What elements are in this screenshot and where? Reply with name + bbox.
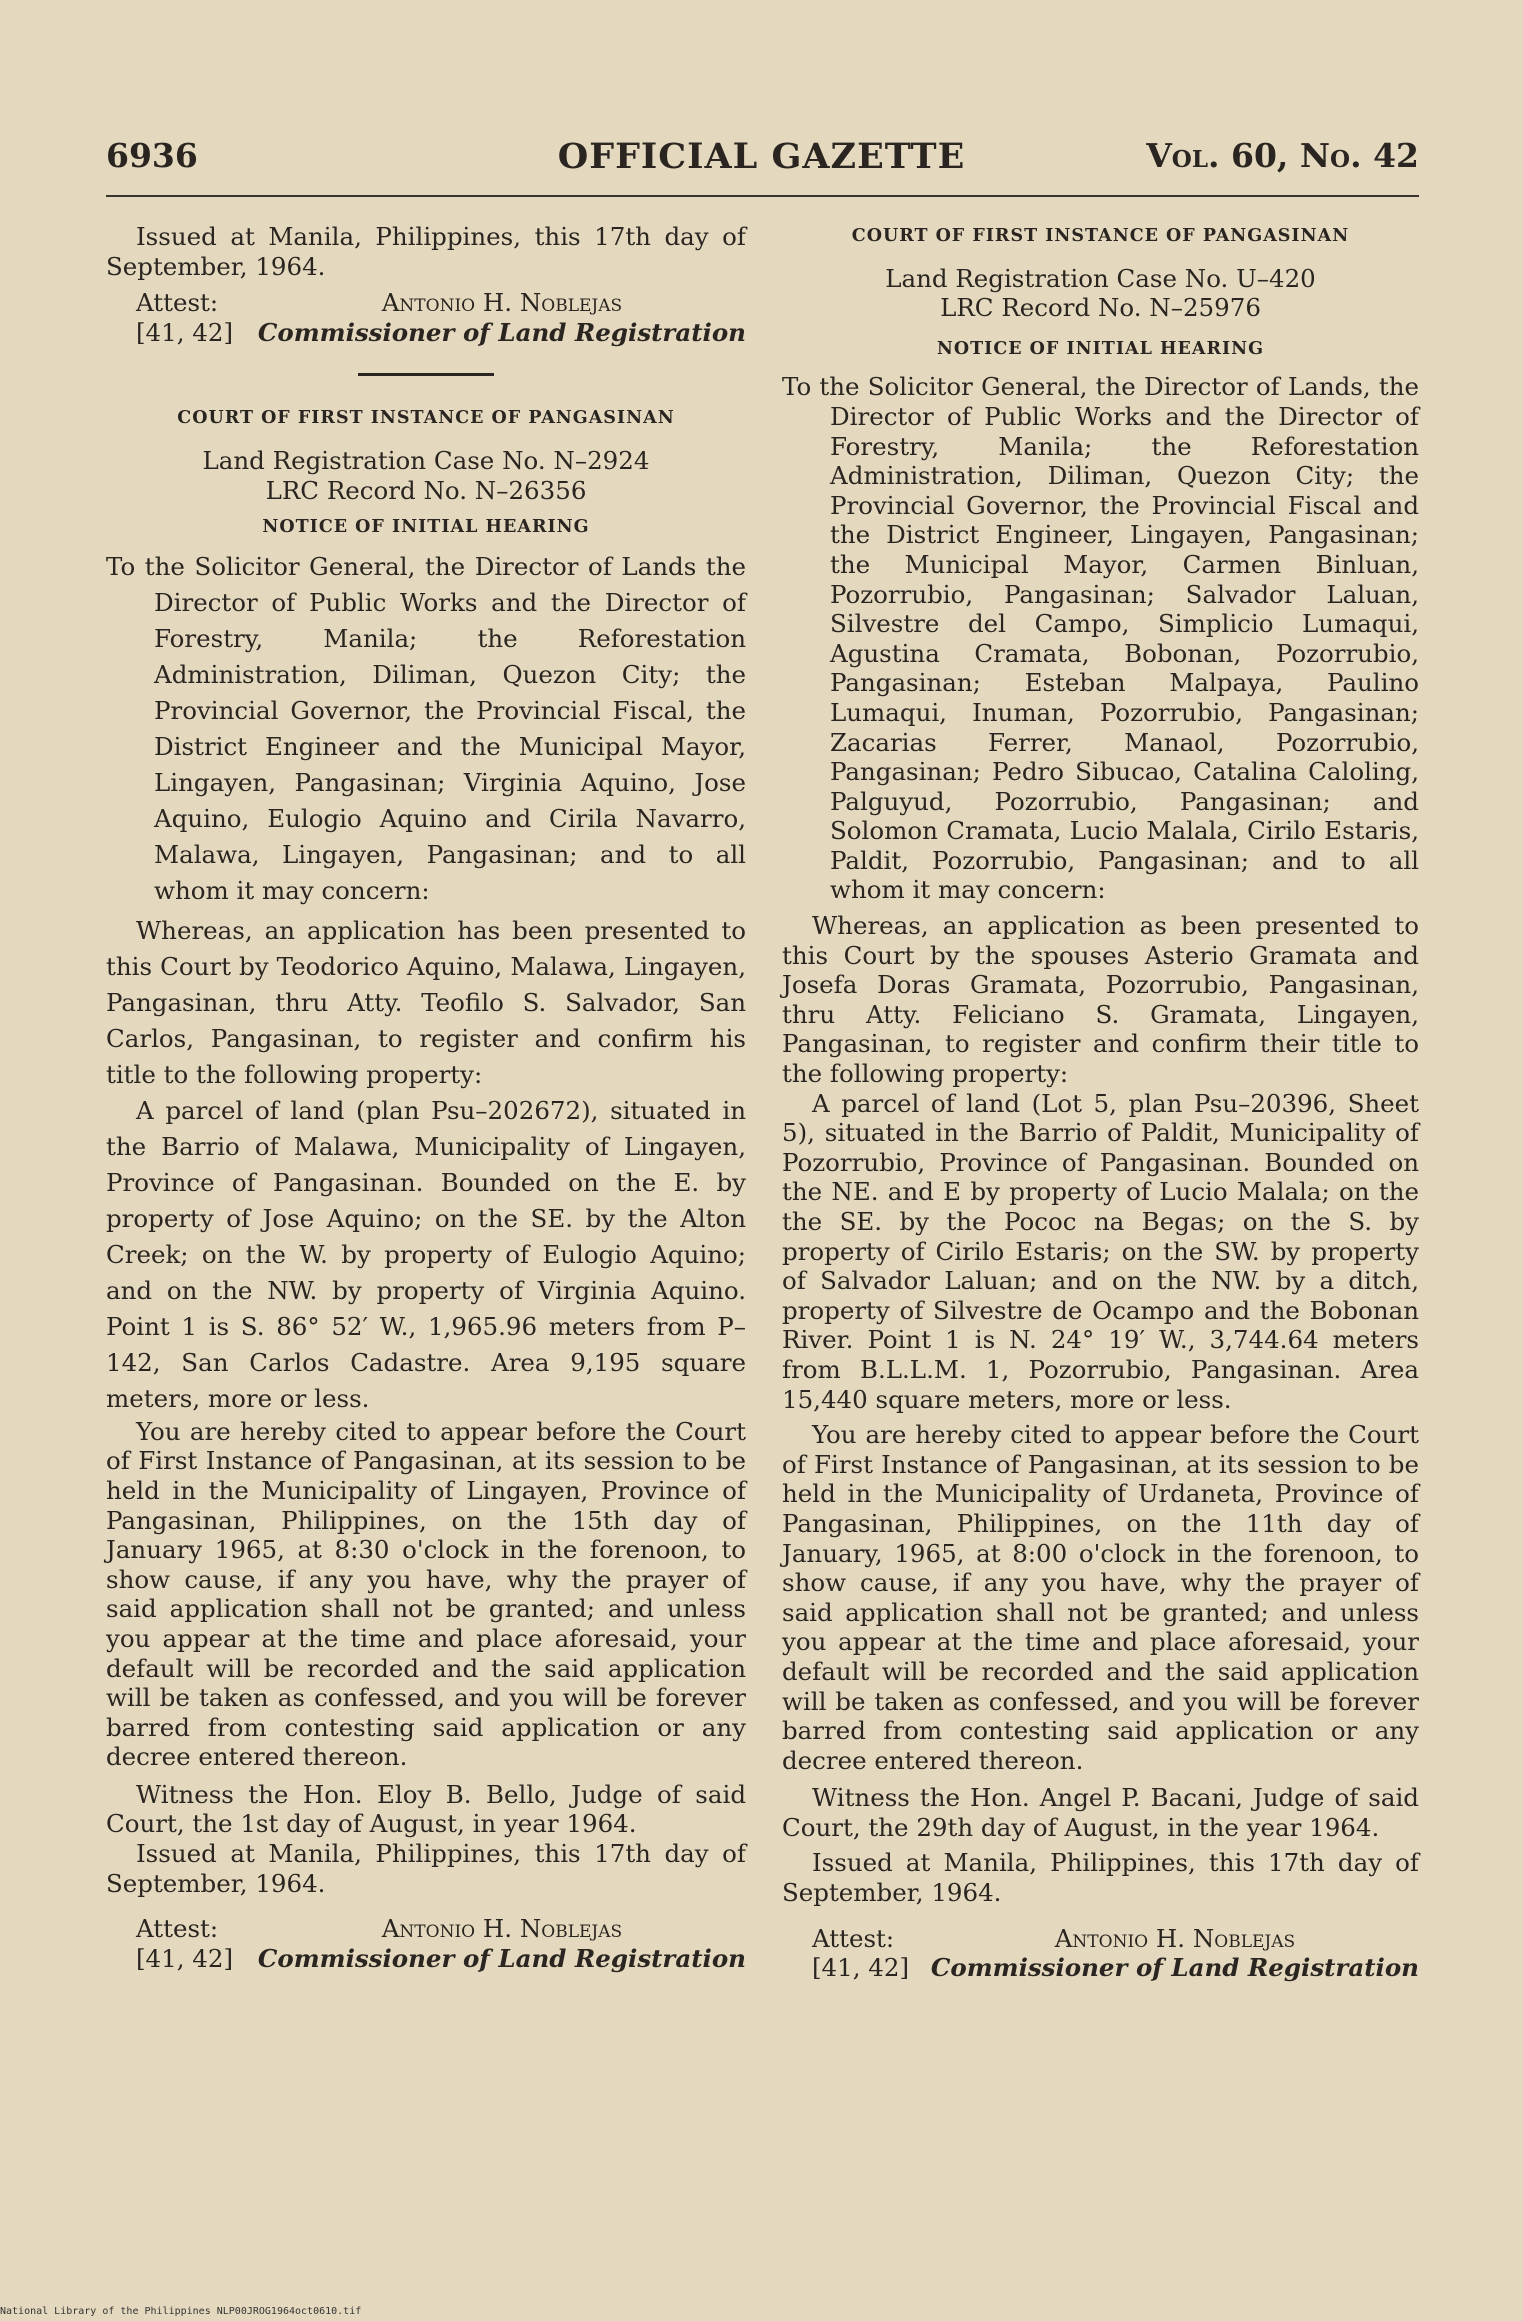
attest-label: Attest: [136,1914,219,1944]
page-number: 6936 [106,136,198,175]
issued-text: Issued at Manila, Philippines, this 17th day of September, 1964. [782,1848,1419,1908]
top-issued-text: Issued at Manila, Philippines, this 17th day of September, 1964. [106,222,746,281]
attest-name: Antonio H. Noblejas [381,1914,623,1944]
header-rule [106,195,1419,197]
attest-ref: [41, 42] [136,1943,234,1973]
court-heading: COURT OF FIRST INSTANCE OF PANGASINAN [851,226,1350,246]
case-number: Land Registration Case No. U–420 [885,263,1316,293]
witness-text: Witness the Hon. Angel P. Bacani, Judge of said Court, the 29th day of August, in the year 1964. [782,1783,1419,1842]
addressees-text: To the Solicitor General, the Director of Lands, the Director of Public Works and the Director of Forestry, Manila; the Reforestation Administration, Diliman, Quezon City; the Provincial Governor, the Provincial Fiscal and the District Engineer, Lingayen, Pangasinan; the Municipal Mayor, Carmen Binluan, Pozorrubio, Pangasinan; Salvador Laluan, Silvestre del Campo, Simplicio Lumaqui, Agustina Cramata, Bobonan, Pozorrubio, Pangasinan; Esteban Malpaya, Paulino Lumaqui, Inuman, Pozorrubio, Pangasinan; Zacarias Ferrer, Manaol, Pozorrubio, Pangasinan; Pedro Sibucao, Catalina Caloling, Palguyud, Pozorrubio, Pangasinan; and Solomon Cramata, Lucio Malala, Cirilo Estaris, Paldit, Pozorrubio, Pangasinan; and to all whom it may concern: [782,372,1419,905]
parcel-text: A parcel of land (plan Psu–202672), situated in the Barrio of Malawa, Municipality of Lingayen, Province of Pangasinan. Bounded on the E. by property of Jose Aquino; on the SE. by the Alton Creek; on the W. by property of Eulogio Aquino; and on the NW. by property of Virginia Aquino. Point 1 is S. 86° 52′ W., 1,965.96 meters from P–142, San Carlos Cadastre. Area 9,195 square meters, more or less. [106,1095,746,1413]
issued-text: Issued at Manila, Philippines, this 17th day of September, 1964. [106,1839,746,1898]
record-number: LRC Record No. N–26356 [265,475,587,505]
attest-ref: [41, 42] [812,1953,910,1983]
left-column [106,222,746,1973]
right-column [782,222,1419,1983]
attest-block [782,1924,1419,1983]
scan-footer: National Library of the Philippines NLP00JROG1964oct0610.tif [0,2306,362,2317]
attest-title: Commissioner of Land Registration [930,1953,1419,1983]
publication-title: OFFICIAL GAZETTE [557,136,966,177]
attest-title: Commissioner of Land Registration [257,317,746,347]
volume-number: Vol. 60, No. 42 [1146,136,1419,175]
attest-name: Antonio H. Noblejas [1054,1923,1296,1953]
notice-heading: NOTICE OF INITIAL HEARING [936,338,1265,359]
whereas-text: Whereas, an application as been presented to this Court by the spouses Asterio Gramata and Josefa Doras Gramata, Pozorrubio, Pangasinan, thru Atty. Feliciano S. Gramata, Lingayen, Pangasinan, to register and confirm their title to the following property: [782,911,1419,1089]
attest-block [106,1914,746,1973]
case-number: Land Registration Case No. N–2924 [202,445,650,475]
whereas-text: Whereas, an application has been presented to this Court by Teodorico Aquino, Malawa, Lingayen, Pangasinan, thru Atty. Teofilo S. Salvador, San Carlos, Pangasinan, to register and confirm his title to the following property: [106,915,746,1089]
attest-label: Attest: [812,1923,895,1953]
attest-title: Commissioner of Land Registration [257,1943,746,1973]
cited-text: You are hereby cited to appear before the Court of First Instance of Pangasinan, at its session to be held in the Municipality of Lingayen, Province of Pangasinan, Philippines, on the 15th day of January 1965, at 8:30 o'clock in the forenoon, to show cause, if any you have, why the prayer of said application shall not be granted; and unless you appear at the time and place aforesaid, your default will be recorded and the said application will be taken as confessed, and you will be forever barred from contesting said application or any decree entered thereon. [106,1416,746,1772]
court-heading: COURT OF FIRST INSTANCE OF PANGASINAN [177,408,675,429]
witness-text: Witness the Hon. Eloy B. Bello, Judge of said Court, the 1st day of August, in year 1964. [106,1779,746,1839]
top-attest-block [106,288,746,347]
attest-name: Antonio H. Noblejas [381,288,623,318]
addressees-text: To the Solicitor General, the Director of Lands the Director of Public Works and the Director of Forestry, Manila; the Reforestation Administration, Diliman, Quezon City; the Provincial Governor, the Provincial Fiscal, the District Engineer and the Municipal Mayor, Lingayen, Pangasinan; Virginia Aquino, Jose Aquino, Eulogio Aquino and Cirila Navarro, Malawa, Lingayen, Pangasinan; and to all whom it may concern: [106,551,746,905]
parcel-text: A parcel of land (Lot 5, plan Psu–20396, Sheet 5), situated in the Barrio of Paldit, Municipality of Pozorrubio, Province of Pangasinan. Bounded on the NE. and E by property of Lucio Malala; on the the SE. by the Pococ na Begas; on the S. by property of Cirilo Estaris; on the SW. by property of Salvador Laluan; and on the NW. by a ditch, property of Silvestre de Ocampo and the Bobonan River. Point 1 is N. 24° 19′ W., 3,744.64 meters from B.L.L.M. 1, Pozorrubio, Pangasinan. Area 15,440 square meters, more or less. [782,1088,1419,1414]
record-number: LRC Record No. N–25976 [940,293,1261,323]
attest-ref: [41, 42] [136,317,234,347]
section-divider [358,373,494,376]
notice-heading: NOTICE OF INITIAL HEARING [262,517,590,538]
cited-text: You are hereby cited to appear before the Court of First Instance of Pangasinan, at its session to be held in the Municipality of Urdaneta, Province of Pangasinan, Philippines, on the 11th day of January, 1965, at 8:00 o'clock in the forenoon, to show cause, if any you have, why the prayer of said application shall not be granted; and unless you appear at the time and place aforesaid, your default will be recorded and the said application will be taken as confessed, and you will be forever barred from contesting said application or any decree entered thereon. [782,1420,1419,1775]
attest-label: Attest: [136,288,219,318]
